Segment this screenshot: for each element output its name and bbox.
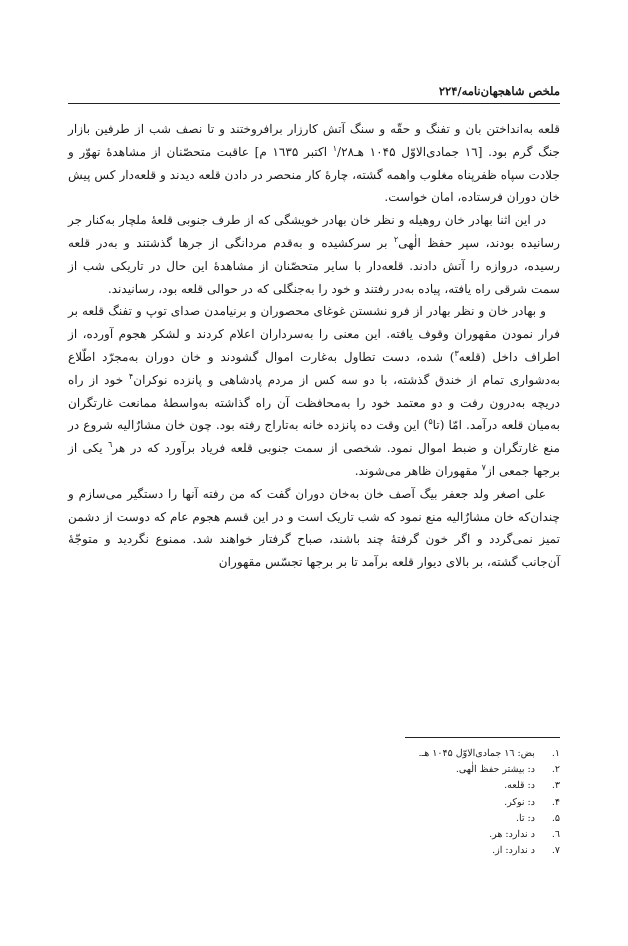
paragraph-text: قلعه به‌انداختن بان و تفنگ و حقّه و سنگ آتش کارزار برافروختند و تا نصف شب از طرفین بازار جنگ گرم بود. [۱٦ جمادی‌الاوّل ۱۰۴۵ هـ	[68, 122, 561, 159]
paragraph-text: و بهادر خان و نظر بهادر از فرو نشستن غوغای محصوران و برنیامدن صدای توپ و تفنگ قلعه بر فرار نمودن مقهوران وقوف یافته. این معنی را به‌سرداران اعلام کردند و لشکر هجوم آورده، از اطراف داخل (قلعه	[68, 304, 560, 364]
footnote-number: ۵.	[551, 812, 560, 824]
footnote-number: ۱.	[551, 748, 560, 759]
body-text	[68, 118, 560, 574]
footnote-marker: ۱	[332, 143, 338, 153]
footnote	[260, 795, 560, 811]
footnote-marker: ۷	[481, 462, 486, 472]
paragraph-text: خود از راه دریچه به‌درون رفت و دو معتمد خود را به‌محافظت آن راه گذاشته به‌واسطۀ ممانعت غارتگران به‌میان قلعه درآمد. امّا (تا	[68, 372, 560, 433]
paragraph-text: ) شده، دست تطاول به‌غارت اموال گشودند و خان دوران به‌مجرّد اطّلاع به‌دشواری تمام از خندق گذشته، با دو سه کس از مردم پادشاهی و پانزده نوکران	[68, 349, 560, 387]
paragraph-text: بر سرکشیده و به‌قدم مردانگی از جرها گذشتند و به‌در قلعه رسیده، دروازه را آتش دادند. قلعه‌دار با سایر متحصّنان از مشاهدۀ این حال در تاریکی شب از سمت شرقی راه یافته، پیاده به‌در رفتند و خود را به‌جنگلی که در حوالی قلعه بود، رسانیدند.	[68, 235, 560, 296]
footnote-marker: ٦	[107, 440, 113, 450]
footnote-text: بض: ۱٦ جمادی‌الاوّل ۱۰۴۵ هـ.	[418, 748, 535, 759]
paragraph-text: ) این وقت ده پانزده خانه به‌تاراج رفته بود. چون خان مشارٌالیه شروع در منع غارتگران و ضبط اموال نمود. شخصی از سمت جنوبی قلعه فریاد برآورد که در هر	[68, 418, 560, 456]
paragraph	[68, 300, 560, 482]
paragraph	[68, 209, 560, 300]
footnotes	[260, 746, 560, 859]
footnote	[260, 778, 560, 794]
paragraph-text: در این اثنا بهادر خان روهیله و نظر خان بهادر خویشگی که از طرف جنوبی قلعۀ ملچار به‌کنار جر رسانیده بودند، سپر حفظ الٰهی	[68, 213, 560, 250]
running-header	[68, 84, 560, 102]
paragraph-text: /۲۸ اکتبر ۱٦۳۵ م] عاقبت متحصّنان از مشاهدۀ تهوّر و جلادت سپاه ظفرپناه مغلوب واهمه گشته، چارۀ کار منحصر در دادن قلعه دیدند و قلعه‌دار کس پیش خان دوران فرستاده، امان خواست.	[68, 144, 560, 205]
footnote-marker: ۳	[454, 348, 459, 358]
footnote-text: د: نوکر.	[504, 796, 535, 808]
footnote-number: ۷.	[551, 845, 560, 857]
footnote-marker: ۴	[128, 371, 134, 381]
footnote-number: ٦.	[551, 829, 560, 841]
footnote-marker: ۵	[428, 417, 433, 427]
footnote-number: ۴.	[551, 796, 560, 808]
footnote	[260, 762, 560, 778]
book-page	[68, 0, 560, 946]
footnote-marker: ۲	[393, 234, 399, 244]
footnote-number: ۲.	[551, 764, 560, 776]
paragraph-text: علی اصغر ولد جعفر بیگ آصف خان به‌خان دوران گفت که من رفته آنها را دستگیر می‌سازم و چندان‌که خان مشارٌالیه منع نمود که شب تاریک است و در این قسم هجوم عام که دوست از دشمن تمیز نمی‌گردد و اگر خون گرفتۀ چند باشند، صباح گرفتار خواهند شد. ممنوع نگردید و متوجّۀ آن‌جانب گشته، بر بالای دیوار قلعه برآمد تا بر برجها تجسّس مقهوران	[68, 486, 560, 570]
footnote	[260, 746, 560, 762]
footnote-text: د ندارد: از.	[492, 845, 535, 857]
header-rule	[68, 103, 560, 104]
footnote	[260, 843, 560, 859]
footnote	[260, 811, 560, 827]
footnote-text: د ندارد: هر.	[489, 829, 535, 841]
paragraph	[68, 483, 560, 574]
footnote-number: ۳.	[551, 780, 560, 792]
paragraph-text: یکی از برجها جمعی از	[68, 441, 560, 478]
footnote	[260, 827, 560, 843]
footnote-text: د: تا.	[515, 812, 535, 824]
paragraph	[68, 118, 560, 209]
footnote-rule	[405, 737, 560, 738]
paragraph-text: مقهوران ظاهر می‌شوند.	[354, 463, 482, 478]
running-header-title: ملخص شاهجهان‌نامه/۲۲۴	[438, 84, 560, 98]
footnote-text: د: قلعه.	[504, 780, 535, 792]
footnote-text: د: بیشتر حفظ الٰهی.	[455, 764, 535, 776]
